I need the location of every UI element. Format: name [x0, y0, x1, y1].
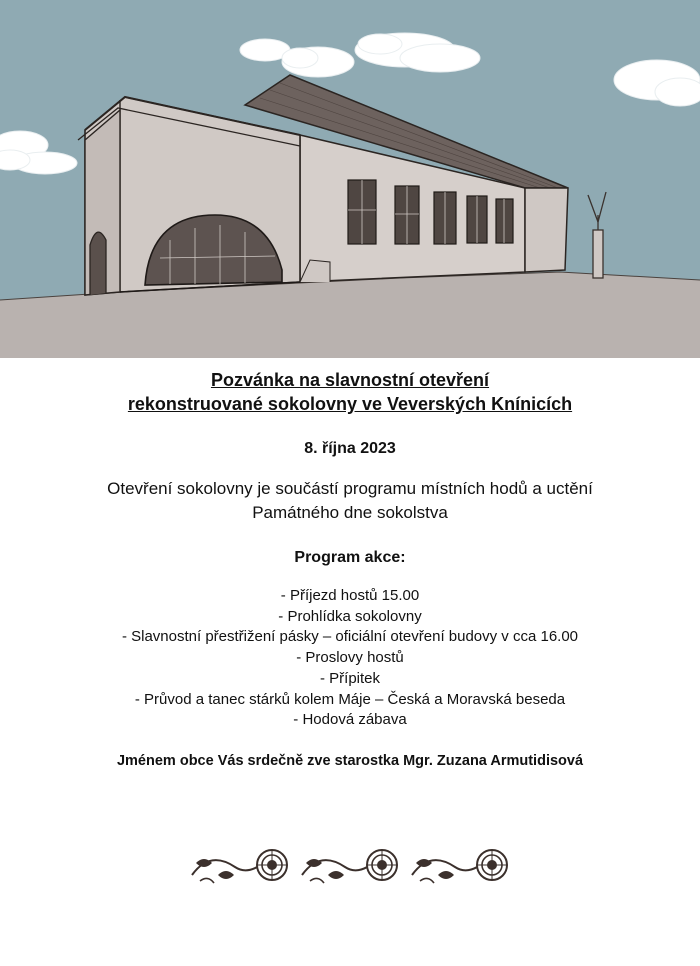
rose-ornament — [302, 850, 397, 883]
rose-ornament — [412, 850, 507, 883]
intro-line-2: Památného dne sokolstva — [252, 503, 448, 522]
header-illustration — [0, 0, 700, 358]
program-item: - Průvod a tanec stárků kolem Máje – Česká a Moravská beseda — [134, 690, 566, 708]
title-line-1: Pozvánka na slavnostní otevření — [210, 370, 490, 390]
event-date: 8. října 2023 — [304, 440, 396, 457]
intro-line-1: Otevření sokolovny je součástí programu místních hodů a uctění — [107, 479, 593, 498]
program-list — [0, 586, 700, 731]
program-item: - Přípitek — [319, 669, 380, 687]
title-line-2: rekonstruované sokolovny ve Veverských Knínicích — [127, 394, 573, 414]
program-item: - Proslovy hostů — [296, 649, 404, 667]
rose-ornament — [192, 850, 287, 883]
invitation-title — [0, 368, 700, 416]
folk-ornament-row — [190, 843, 520, 887]
signature-line: Jménem obce Vás srdečně zve starostka Mgr. Zuzana Armutidisová — [116, 752, 584, 769]
invitation-text — [0, 368, 700, 771]
program-item: - Prohlídka sokolovny — [278, 607, 422, 625]
program-heading: Program akce: — [294, 549, 406, 566]
program-item: - Slavnostní přestřižení pásky – oficiální otevření budovy v cca 16.00 — [121, 628, 579, 646]
intro-paragraph — [0, 477, 700, 525]
building-sketch-illustration — [0, 0, 700, 358]
program-item: - Hodová zábava — [293, 711, 407, 729]
program-item: - Příjezd hostů 15.00 — [280, 587, 420, 604]
